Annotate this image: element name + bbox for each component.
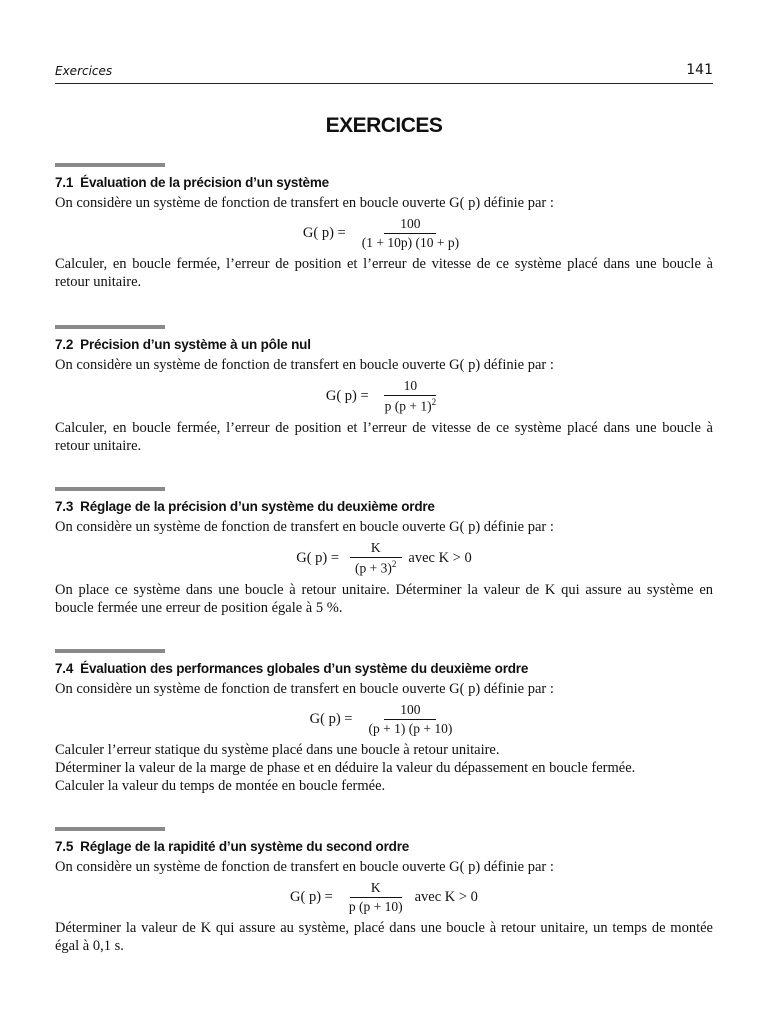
- exercise-7-4: [55, 649, 713, 795]
- exercise-body-line: Déterminer la valeur de la marge de phase et en déduire la valeur du dépassement en boucle fermée.: [55, 760, 636, 776]
- fraction-denominator: [379, 396, 442, 415]
- formula-lhs: G( p) =: [309, 711, 353, 727]
- transfer-function: [55, 880, 713, 915]
- transfer-function: [55, 216, 713, 251]
- fraction: [379, 378, 442, 415]
- exercise-intro: On considère un système de fonction de transfert en boucle ouverte G( p) définie par :: [55, 357, 554, 373]
- exercise-body-line: Déterminer la valeur de K qui assure au système, placé dans une boucle à retour unitaire, un temps de montée égal à 0,1 s.: [55, 920, 713, 954]
- exercise-body-line: Calculer l’erreur statique du système placé dans une boucle à retour unitaire.: [55, 742, 500, 758]
- exercise-intro: On considère un système de fonction de transfert en boucle ouverte G( p) définie par :: [55, 859, 554, 875]
- fraction: [349, 540, 402, 577]
- exercise-intro: On considère un système de fonction de transfert en boucle ouverte G( p) définie par :: [55, 681, 554, 697]
- denominator-text: (p + 3): [355, 560, 392, 576]
- fraction-numerator: 100: [384, 216, 436, 234]
- running-header: [55, 64, 713, 84]
- exercise-heading: [55, 499, 713, 514]
- denominator-text: (p + 1) (p + 10): [368, 721, 453, 736]
- exercise-title: Évaluation des performances globales d’un système du deuxième ordre: [80, 661, 529, 676]
- fraction-denominator: [349, 558, 402, 577]
- page-title: EXERCICES: [325, 114, 443, 137]
- exercise-7-1: [55, 163, 713, 291]
- exercise-divider: [55, 649, 165, 653]
- fraction-denominator: [362, 720, 458, 737]
- exercise-number: 7.1: [55, 175, 74, 190]
- exercise-heading: [55, 839, 713, 854]
- formula-lhs: G( p) =: [290, 889, 333, 905]
- denominator-exponent: 2: [391, 559, 397, 569]
- exercise-number: 7.4: [55, 661, 74, 676]
- exercise-intro: On considère un système de fonction de transfert en boucle ouverte G( p) définie par :: [55, 519, 554, 535]
- exercise-7-3: [55, 487, 713, 617]
- formula-condition: avec K > 0: [414, 889, 478, 905]
- exercise-number: 7.2: [55, 337, 74, 352]
- page-number: 141: [686, 62, 713, 78]
- exercise-heading: [55, 661, 713, 676]
- fraction-numerator: 10: [384, 378, 436, 396]
- exercise-number: 7.3: [55, 499, 74, 514]
- fraction-denominator: [356, 234, 465, 251]
- fraction-numerator: 100: [384, 702, 436, 720]
- denominator-text: (1 + 10p) (10 + p): [361, 235, 460, 250]
- transfer-function: [55, 378, 713, 415]
- fraction: [356, 216, 465, 251]
- formula-lhs: G( p) =: [296, 549, 340, 566]
- exercise-intro: On considère un système de fonction de transfert en boucle ouverte G( p) définie par :: [55, 195, 554, 211]
- exercise-divider: [55, 163, 165, 167]
- fraction-numerator: K: [350, 540, 402, 558]
- formula-lhs: G( p) =: [325, 387, 369, 404]
- formula-condition: avec K > 0: [408, 549, 472, 566]
- denominator-text: p (p + 1): [384, 398, 432, 414]
- exercise-title: Évaluation de la précision d’un système: [80, 175, 329, 190]
- exercise-body-line: Calculer, en boucle fermée, l’erreur de position et l’erreur de vitesse de ce système placé dans une boucle à retour unitaire.: [55, 419, 713, 454]
- exercise-divider: [55, 487, 165, 491]
- exercise-title: Précision d’un système à un pôle nul: [80, 337, 311, 352]
- exercise-body-line: Calculer, en boucle fermée, l’erreur de position et l’erreur de vitesse de ce système placé dans une boucle à retour unitaire.: [55, 256, 713, 290]
- running-head-section: Exercices: [55, 64, 113, 78]
- exercise-divider: [55, 325, 165, 329]
- exercise-number: 7.5: [55, 839, 74, 854]
- exercise-7-5: [55, 827, 713, 955]
- exercise-divider: [55, 827, 165, 831]
- exercise-7-2: [55, 325, 713, 455]
- exercise-body-line: On place ce système dans une boucle à retour unitaire. Déterminer la valeur de K qui assure au système en boucle fermée une erreur de position égale à 5 %.: [55, 581, 713, 616]
- transfer-function: [55, 540, 713, 577]
- exercise-title: Réglage de la rapidité d’un système du second ordre: [80, 839, 410, 854]
- exercise-body-line: Calculer la valeur du temps de montée en boucle fermée.: [55, 778, 386, 794]
- transfer-function: [55, 702, 713, 737]
- denominator-text: p (p + 10): [348, 899, 403, 914]
- fraction: [362, 702, 458, 737]
- exercise-heading: [55, 175, 713, 190]
- fraction-numerator: K: [350, 880, 402, 898]
- fraction-denominator: [343, 898, 409, 915]
- fraction: [343, 880, 409, 915]
- exercise-title: Réglage de la précision d’un système du deuxième ordre: [80, 499, 435, 514]
- denominator-exponent: 2: [431, 397, 437, 407]
- exercise-heading: [55, 337, 713, 352]
- formula-lhs: G( p) =: [302, 225, 346, 241]
